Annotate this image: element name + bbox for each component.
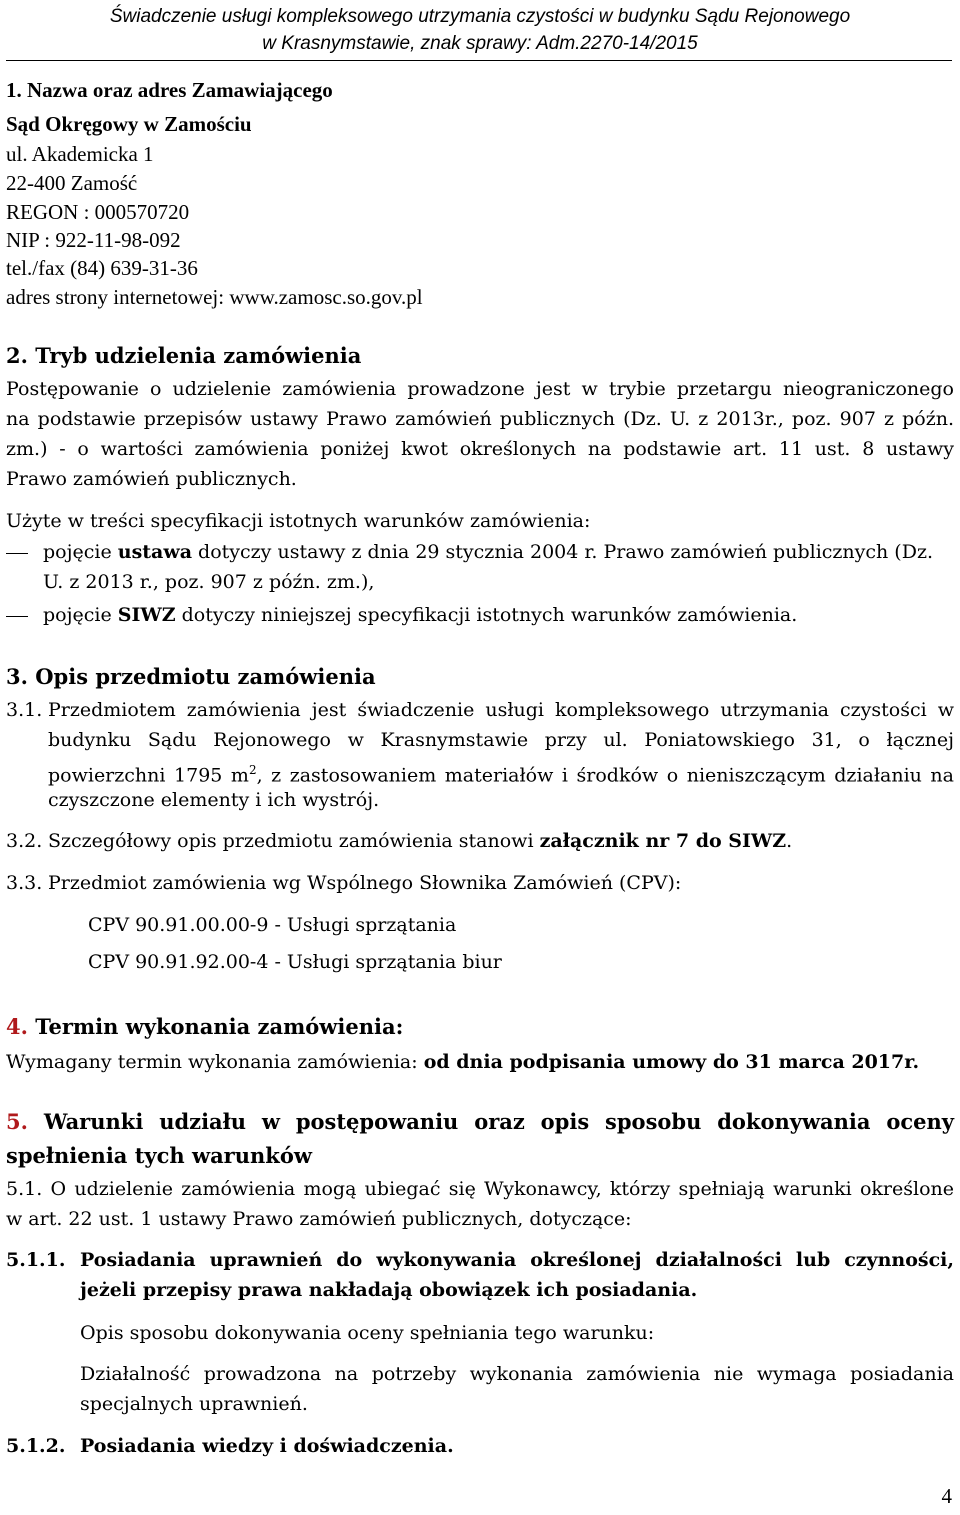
list-dash [6, 553, 28, 554]
s2-paragraph-line: Prawo zamówień publicznych. [6, 468, 297, 490]
definition-ustawa-cont: U. z 2013 r., poz. 907 z późn. zm.), [43, 571, 375, 593]
nip: NIP : 922-11-98-092 [6, 228, 181, 252]
deadline-line: Wymagany termin wykonania zamówienia: od dnia podpisania umowy do 31 marca 2017r. [6, 1051, 920, 1073]
s511-heading: Posiadania uprawnień do wykonywania określonej działalności lub czynności, [80, 1249, 954, 1271]
running-header-line1: Świadczenie usługi kompleksowego utrzymania czystości w budynku Sądu Rejonowego [109, 6, 851, 27]
running-header-line2: w Krasnymstawie, znak sprawy: Adm.2270-14/2015 [262, 33, 698, 54]
s511-assessment-intro: Opis sposobu dokonywania oceny spełniania tego warunku: [80, 1322, 655, 1344]
section-5-title-cont: spełnienia tych warunków [6, 1143, 312, 1168]
terms-intro: Użyte w treści specyfikacji istotnych warunków zamówienia: [6, 510, 591, 532]
item-number: 5.1.2. [6, 1435, 66, 1457]
s511-heading-cont: jeżeli przepisy prawa nakładają obowiązek ich posiadania. [80, 1279, 698, 1301]
s31-line: Przedmiotem zamówienia jest świadczenie usługi kompleksowego utrzymania czystości w [48, 699, 954, 721]
s31-line: czyszczone elementy i ich wystrój. [48, 789, 380, 811]
section-4-title: 4. Termin wykonania zamówienia: [6, 1014, 404, 1039]
item-number: 3.2. [6, 830, 43, 852]
s2-paragraph-line: Postępowanie o udzielenie zamówienia prowadzone jest w trybie przetargu nieograniczonego [6, 378, 954, 400]
website: adres strony internetowej: www.zamosc.so.gov.pl [6, 285, 423, 309]
s33-line: Przedmiot zamówienia wg Wspólnego Słownika Zamówień (CPV): [48, 872, 682, 894]
s31-line: budynku Sądu Rejonowego w Krasnymstawie przy ul. Poniatowskiego 31, o łącznej [48, 729, 954, 751]
s32-line: Szczegółowy opis przedmiotu zamówienia stanowi załącznik nr 7 do SIWZ. [48, 830, 793, 852]
s511-assessment-line: Działalność prowadzona na potrzeby wykonania zamówienia nie wymaga posiadania [80, 1363, 954, 1385]
definition-ustawa: pojęcie ustawa dotyczy ustawy z dnia 29 stycznia 2004 r. Prawo zamówień publicznych (Dz. [43, 541, 934, 563]
street: ul. Akademicka 1 [6, 142, 154, 166]
page-number: 4 [941, 1484, 952, 1508]
s512-heading: Posiadania wiedzy i doświadczenia. [80, 1435, 454, 1457]
city: 22-400 Zamość [6, 171, 138, 195]
list-dash [6, 616, 28, 617]
tel-fax: tel./fax (84) 639-31-36 [6, 256, 198, 280]
s511-assessment-line: specjalnych uprawnień. [80, 1393, 308, 1415]
item-number: 5.1.1. [6, 1249, 66, 1271]
cpv-code: CPV 90.91.00.00-9 - Usługi sprzątania [88, 914, 457, 936]
s2-paragraph-line: na podstawie przepisów ustawy Prawo zamówień publicznych (Dz. U. z 2013r., poz. 907 z późn. [6, 408, 954, 430]
court-name: Sąd Okręgowy w Zamościu [6, 112, 252, 136]
s51-line: 5.1. O udzielenie zamówienia mogą ubiegać się Wykonawcy, którzy spełniają warunki określone [6, 1178, 954, 1200]
section-2-title: 2. Tryb udzielenia zamówienia [6, 343, 362, 368]
item-number: 3.1. [6, 699, 43, 721]
s31-line: powierzchni 1795 $m^2$, z zastosowaniem materiałów i środków o nieniszczącym działaniu na [48, 763, 954, 787]
s51-line: w art. 22 ust. 1 ustawy Prawo zamówień publicznych, dotyczące: [6, 1208, 632, 1230]
s2-paragraph-line: zm.) - o wartości zamówienia poniżej kwot określonych na podstawie art. 11 ust. 8 ustawy [6, 438, 954, 460]
section-5-title: 5. Warunki udziału w postępowaniu oraz opis sposobu dokonywania oceny [6, 1109, 954, 1134]
cpv-code: CPV 90.91.92.00-4 - Usługi sprzątania biur [88, 951, 502, 973]
item-number: 3.3. [6, 872, 43, 894]
regon: REGON : 000570720 [6, 200, 190, 224]
section-3-title: 3. Opis przedmiotu zamówienia [6, 664, 376, 689]
section-1-title: 1. Nazwa oraz adres Zamawiającego [6, 78, 333, 102]
definition-siwz: pojęcie SIWZ dotyczy niniejszej specyfikacji istotnych warunków zamówienia. [43, 604, 798, 626]
header-divider [6, 60, 952, 61]
